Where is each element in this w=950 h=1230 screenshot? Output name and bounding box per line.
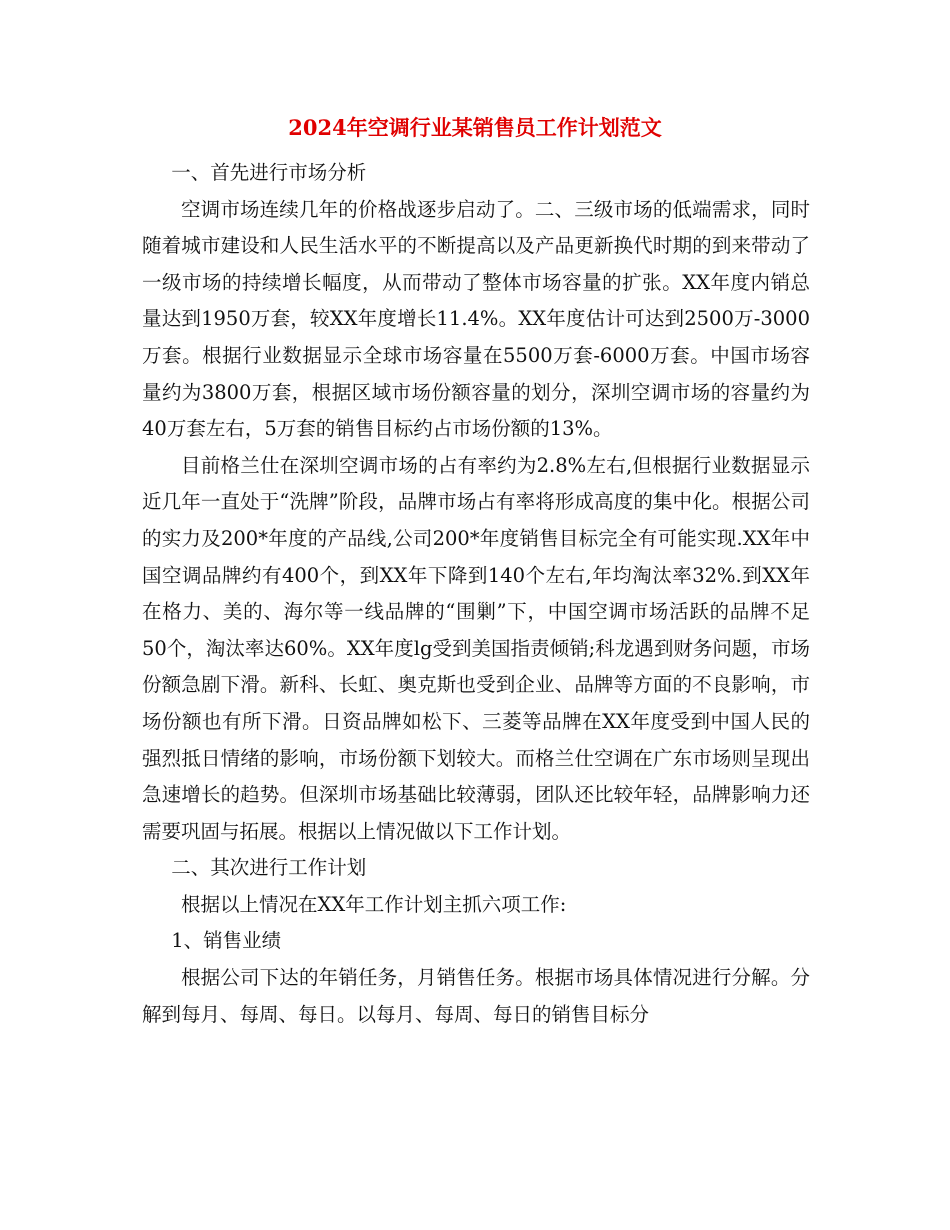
section-heading-work-plan: 二、其次进行工作计划	[171, 856, 367, 880]
subheading-sales-performance: 1、销售业绩	[171, 929, 282, 953]
paragraph-plan-intro: 根据以上情况在XX年工作计划主抓六项工作:	[181, 892, 567, 916]
section-heading-market-analysis: 一、首先进行市场分析	[171, 161, 367, 184]
document-body	[142, 155, 810, 1033]
paragraph-market-overview: 空调市场连续几年的价格战逐步启动了。二、三级市场的低端需求，同时随着城市建设和人民生活水平的不断提高以及产品更新换代时期的到来带动了一级市场的持续增长幅度，从而带动了整体市场容量的扩张。XX年度内销总量达到1950万套，较XX年度增长11.4%。XX年度估计可达到2500万-3000万套。根据行业数据显示全球市场容量在5500万套-6000万套。中国市场容量约为3800万套，根据区域市场份额容量的划分，深圳空调市场的容量约为40万套左右，5万套的销售目标约占市场份额的13%。	[142, 197, 810, 441]
document-title: 2024年空调行业某销售员工作计划范文	[288, 115, 662, 140]
paragraph-sales-targets: 根据公司下达的年销任务，月销售任务。根据市场具体情况进行分解。分解到每月、每周、每日。以每月、每周、每日的销售目标分	[142, 966, 810, 1026]
paragraph-brand-situation: 目前格兰仕在深圳空调市场的占有率约为2.8%左右,但根据行业数据显示近几年一直处于“洗牌”阶段，品牌市场占有率将形成高度的集中化。根据公司的实力及200*年度的产品线,公司200*年度销售目标完全有可能实现.XX年中国空调品牌约有400个，到XX年下降到140个左右,年均淘汰率32%.到XX年在格力、美的、海尔等一线品牌的“围剿”下，中国空调市场活跃的品牌不足50个，淘汰率达60%。XX年度lg受到美国指责倾销;科龙遇到财务问题，市场份额急剧下滑。新科、长虹、奥克斯也受到企业、品牌等方面的不良影响，市场份额也有所下滑。日资品牌如松下、三菱等品牌在XX年度受到中国人民的强烈抵日情绪的影响，市场份额下划较大。而格兰仕空调在广东市场则呈现出急速增长的趋势。但深圳市场基础比较薄弱，团队还比较年轻，品牌影响力还需要巩固与拓展。根据以上情况做以下工作计划。	[142, 453, 810, 843]
